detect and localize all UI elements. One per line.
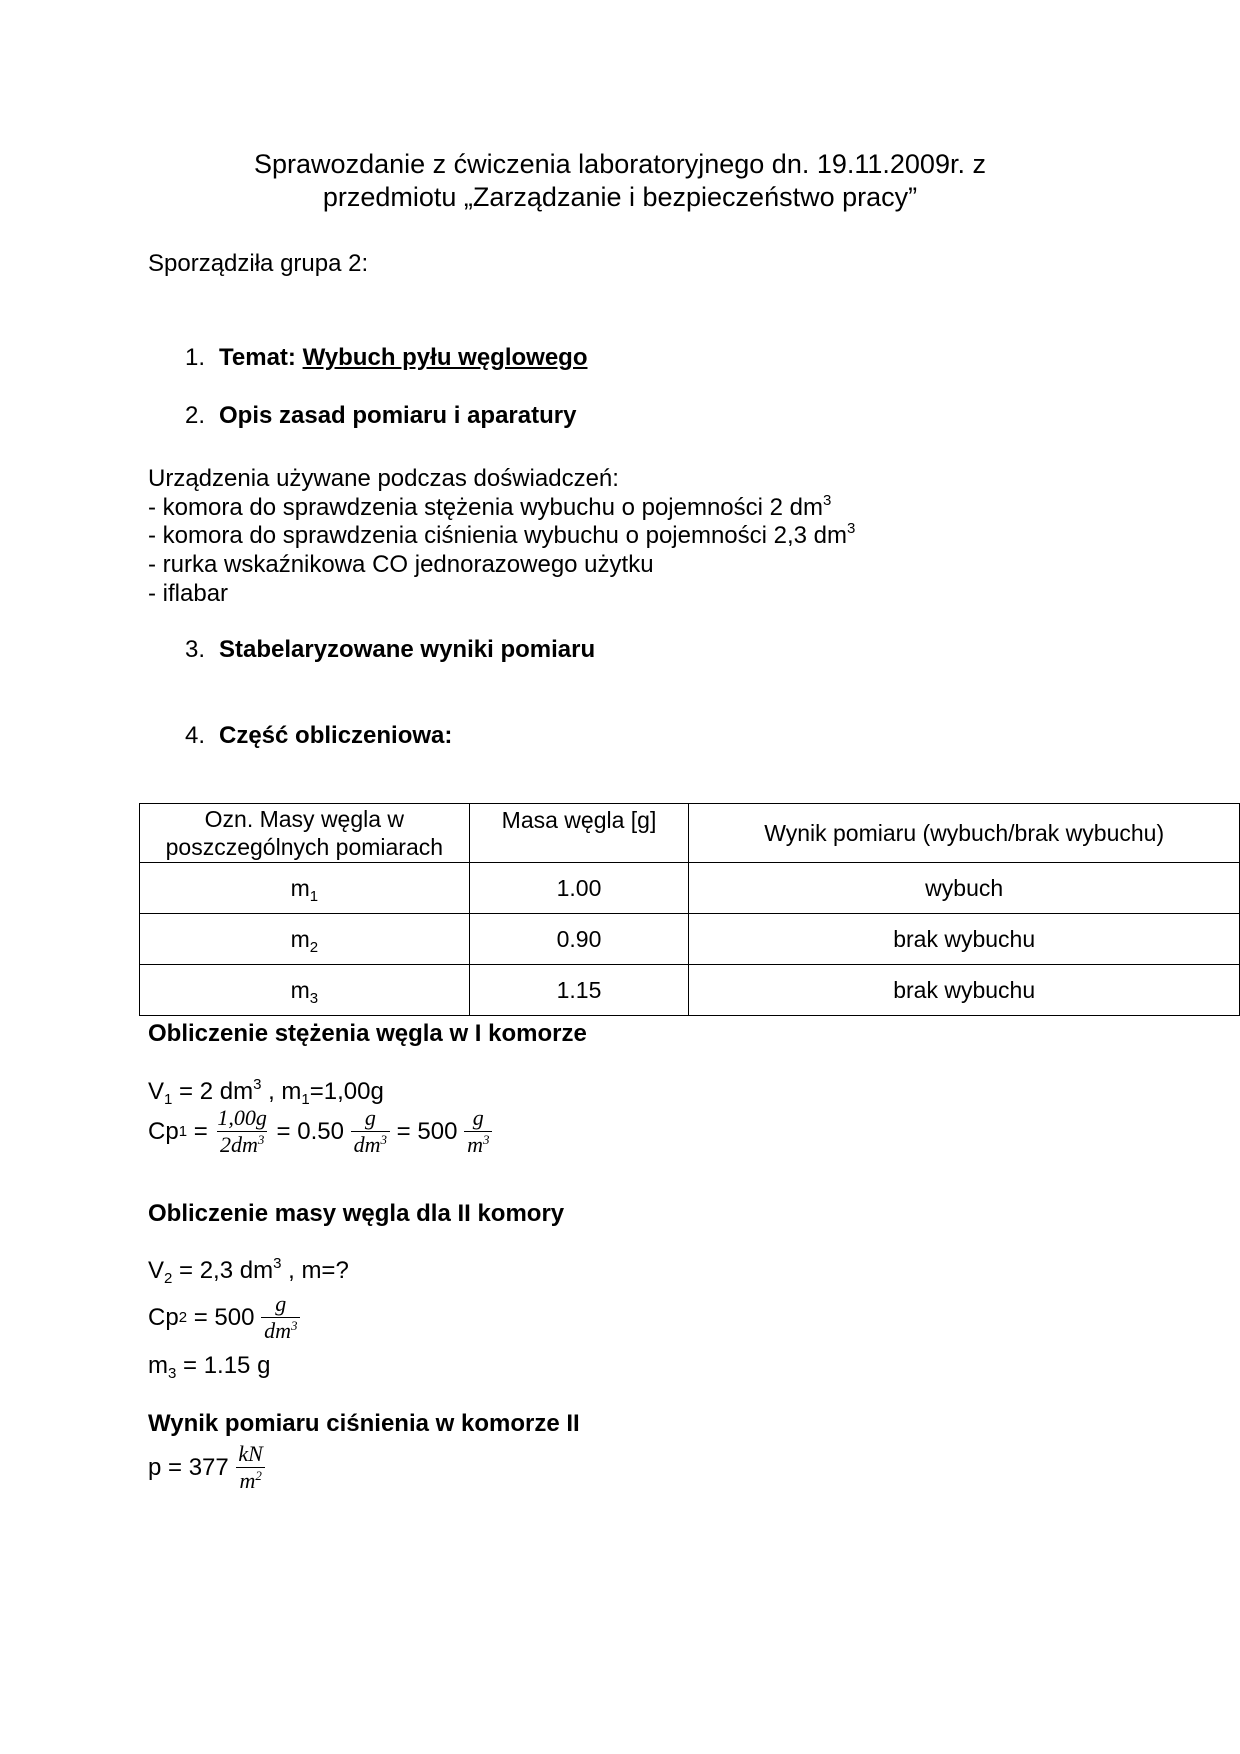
subscript: 3 xyxy=(168,1365,177,1382)
table-header-row xyxy=(140,804,1240,863)
superscript: 3 xyxy=(273,1255,282,1272)
symbol: m xyxy=(290,925,310,952)
value: = 500 xyxy=(390,1117,465,1145)
denominator xyxy=(217,1131,267,1157)
symbol: m xyxy=(290,874,310,901)
table-cell-symbol xyxy=(140,965,470,1016)
symbol: V xyxy=(148,1078,165,1105)
calc3-pressure-formula xyxy=(148,1442,266,1493)
symbol: , m xyxy=(261,1078,302,1105)
subscript: 2 xyxy=(309,938,319,956)
table-header-cell: Wynik pomiaru (wybuch/brak wybuchu) xyxy=(689,804,1240,863)
section-4-number: 4. xyxy=(185,722,206,749)
table-row xyxy=(140,965,1240,1016)
calc3-heading: Wynik pomiaru ciśnienia w komorze II xyxy=(148,1410,580,1437)
section-2-title: Opis zasad pomiaru i aparatury xyxy=(219,402,577,429)
calc1-volume-line xyxy=(148,1078,384,1106)
table-cell-result: brak wybuchu xyxy=(689,965,1240,1016)
subscript: 3 xyxy=(309,989,319,1007)
subscript: 1 xyxy=(301,1091,310,1108)
section-3-number: 3. xyxy=(185,636,206,663)
fraction xyxy=(351,1106,390,1157)
device-item-1-text: - komora do sprawdzenia stężenia wybuchu o pojemności 2 dm xyxy=(148,494,824,521)
table-cell-symbol xyxy=(140,863,470,914)
value: = 1.15 g xyxy=(176,1352,271,1379)
table-cell-symbol xyxy=(140,914,470,965)
calc2-concentration-formula: Cp 2 = 500 $\frac{g}{dm^3}$ xyxy=(148,1292,300,1343)
device-item-3: - rurka wskaźnikowa CO jednorazowego użytku xyxy=(148,551,654,578)
superscript: 3 xyxy=(823,492,832,509)
section-2-number: 2. xyxy=(185,402,206,429)
document-title-line1: Sprawozdanie z ćwiczenia laboratoryjnego dn. 19.11.2009r. z xyxy=(254,149,986,179)
symbol: m xyxy=(148,1352,168,1379)
device-item-1 xyxy=(148,494,831,522)
denominator xyxy=(261,1317,300,1343)
superscript: 3 xyxy=(253,1076,262,1093)
table-cell-result: brak wybuchu xyxy=(689,914,1240,965)
value: , m=? xyxy=(281,1257,349,1284)
section-1-number: 1. xyxy=(185,344,206,371)
document-title-line2: przedmiotu „Zarządzanie i bezpieczeństwo pracy” xyxy=(322,182,918,212)
denominator-text: m xyxy=(239,1468,256,1493)
superscript: 3 xyxy=(380,1132,388,1147)
section-3-title: Stabelaryzowane wyniki pomiaru xyxy=(219,636,596,663)
device-item-2-text: - komora do sprawdzenia ciśnienia wybuchu o pojemności 2,3 dm xyxy=(148,522,848,549)
table-cell-mass: 0.90 xyxy=(469,914,689,965)
operator: = xyxy=(187,1117,215,1145)
table-header-cell: Masa węgla [g] xyxy=(469,804,689,863)
superscript: 3 xyxy=(847,520,856,537)
section-3 xyxy=(185,636,595,664)
numerator: g xyxy=(364,1105,376,1130)
fraction xyxy=(464,1106,492,1157)
calc2-heading: Obliczenie masy węgla dla II komory xyxy=(148,1200,565,1227)
denominator-text: 2dm xyxy=(219,1132,258,1157)
symbol: V xyxy=(148,1257,165,1284)
table-cell-result: wybuch xyxy=(689,863,1240,914)
numerator: kN xyxy=(238,1441,263,1466)
superscript: 3 xyxy=(482,1132,490,1147)
table-cell-mass: 1.00 xyxy=(469,863,689,914)
numerator: g xyxy=(472,1105,484,1130)
calc2-volume-line xyxy=(148,1257,349,1285)
superscript: 2 xyxy=(255,1468,262,1483)
value: = 500 xyxy=(187,1303,262,1331)
denominator-text: dm xyxy=(353,1132,381,1157)
symbol: Cp xyxy=(148,1303,179,1331)
symbol: m xyxy=(290,976,310,1003)
denominator-text: m xyxy=(467,1132,483,1157)
author-line: Sporządziła grupa 2: xyxy=(148,250,369,277)
denominator xyxy=(464,1131,492,1157)
fraction xyxy=(235,1442,265,1493)
symbol: Cp xyxy=(148,1117,179,1145)
value: =1,00g xyxy=(309,1078,384,1105)
subscript: 1 xyxy=(309,887,319,905)
device-item-2 xyxy=(148,522,855,550)
table-row xyxy=(140,863,1240,914)
value: = 2,3 dm xyxy=(172,1257,274,1284)
denominator xyxy=(236,1467,264,1493)
denominator-text: dm xyxy=(264,1318,291,1343)
table-row xyxy=(140,914,1240,965)
calc1-heading: Obliczenie stężenia węgla w I komorze xyxy=(148,1020,587,1047)
numerator: g xyxy=(275,1291,287,1316)
section-4 xyxy=(185,722,452,750)
numerator: 1,00g xyxy=(217,1105,267,1130)
section-4-title: Część obliczeniowa: xyxy=(219,722,453,749)
section-2 xyxy=(185,402,576,430)
section-1-topic: Wybuch pyłu węglowego xyxy=(302,344,588,371)
value: = 2 dm xyxy=(172,1078,254,1105)
devices-intro: Urządzenia używane podczas doświadczeń: xyxy=(148,465,619,492)
section-1-label: Temat: xyxy=(219,344,296,371)
superscript: 3 xyxy=(290,1318,298,1333)
table-cell-mass: 1.15 xyxy=(469,965,689,1016)
value: = 0.50 xyxy=(269,1117,351,1145)
superscript: 3 xyxy=(257,1132,265,1147)
subscript: 1 xyxy=(164,1091,173,1108)
results-table xyxy=(139,803,1240,1016)
value: p = 377 xyxy=(148,1453,236,1481)
denominator xyxy=(351,1131,390,1157)
device-item-4: - iflabar xyxy=(148,580,229,607)
calc1-concentration-formula: Cp 1 = $\frac{1,00g}{2dm^3}$ = 0.50 $\frac{g}{dm^3}$ = 500 $\frac{g}{m^3}$ xyxy=(148,1106,492,1157)
table-header-cell: Ozn. Masy węgla w poszczególnych pomiarach xyxy=(140,804,470,863)
fraction xyxy=(214,1106,270,1157)
subscript: 2 xyxy=(164,1270,173,1287)
fraction xyxy=(261,1292,300,1343)
section-1 xyxy=(185,344,587,372)
calc2-mass-line xyxy=(148,1352,270,1380)
